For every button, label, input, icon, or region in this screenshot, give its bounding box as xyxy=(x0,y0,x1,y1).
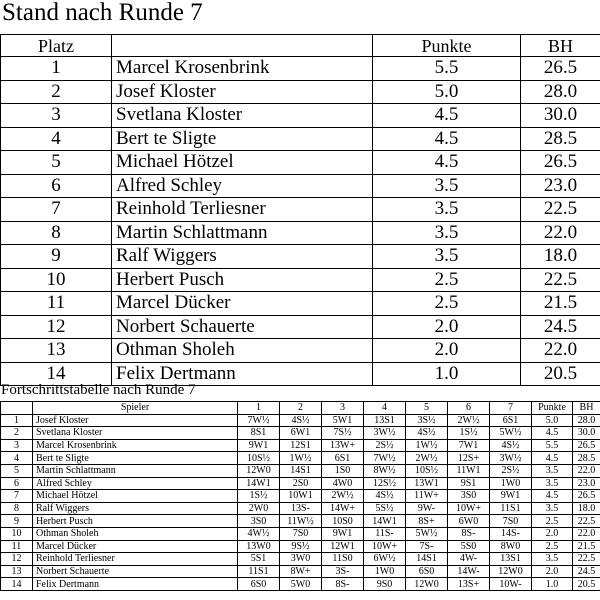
standings-row xyxy=(1,292,600,316)
round-result-cell: 1W½ xyxy=(280,452,322,465)
round-result-cell: 2S½ xyxy=(490,464,532,477)
round-result-cell: 12W0 xyxy=(490,565,532,578)
points-cell: 5.0 xyxy=(532,414,573,427)
bh-cell: 28.0 xyxy=(573,414,600,427)
round-result-cell: 8S+ xyxy=(406,515,448,528)
player-name-cell: Marcel Krosenbrink xyxy=(33,439,238,452)
player-name-cell: Michael Hötzel xyxy=(112,151,373,175)
progress-row xyxy=(1,565,600,578)
points-cell: 2.0 xyxy=(532,565,573,578)
number-cell: 8 xyxy=(1,502,33,515)
player-name-cell: Felix Dertmann xyxy=(112,362,373,386)
round-result-cell: 9W1 xyxy=(490,490,532,503)
bh-cell: 26.5 xyxy=(521,57,600,81)
points-cell: 4.5 xyxy=(532,490,573,503)
progress-row xyxy=(1,414,600,427)
header-points: Punkte xyxy=(373,35,521,57)
progress-row xyxy=(1,515,600,528)
bh-cell: 22.5 xyxy=(573,515,600,528)
bh-cell: 21.5 xyxy=(521,292,600,316)
bh-cell: 22.5 xyxy=(521,198,600,222)
player-name-cell: Ralf Wiggers xyxy=(112,245,373,269)
round-result-cell: 1S½ xyxy=(448,427,490,440)
bh-cell: 23.0 xyxy=(521,174,600,198)
number-cell: 11 xyxy=(1,540,33,553)
bh-cell: 23.0 xyxy=(573,477,600,490)
bh-cell: 20.5 xyxy=(521,362,600,386)
header-number xyxy=(1,402,33,415)
place-cell: 14 xyxy=(1,362,112,386)
player-name-cell: Othman Sholeh xyxy=(112,339,373,363)
progress-table xyxy=(0,401,600,591)
round-result-cell: 14S- xyxy=(490,527,532,540)
header-bh: BH xyxy=(521,35,600,57)
round-result-cell: 7S0 xyxy=(490,515,532,528)
round-result-cell: 10W- xyxy=(490,578,532,591)
player-name-cell: Marcel Krosenbrink xyxy=(112,57,373,81)
points-cell: 1.0 xyxy=(373,362,521,386)
round-result-cell: 13W+ xyxy=(322,439,364,452)
points-cell: 2.5 xyxy=(532,515,573,528)
bh-cell: 18.0 xyxy=(521,245,600,269)
round-result-cell: 11W½ xyxy=(280,515,322,528)
number-cell: 4 xyxy=(1,452,33,465)
place-cell: 7 xyxy=(1,198,112,222)
progress-row xyxy=(1,502,600,515)
points-cell: 3.5 xyxy=(532,464,573,477)
bh-cell: 22.5 xyxy=(573,553,600,566)
round-result-cell: 9W1 xyxy=(238,439,280,452)
player-name-cell: Bert te Sligte xyxy=(33,452,238,465)
round-result-cell: 5S1 xyxy=(238,553,280,566)
round-result-cell: 13S- xyxy=(280,502,322,515)
round-result-cell: 10S0 xyxy=(322,515,364,528)
round-result-cell: 7W½ xyxy=(238,414,280,427)
bh-cell: 28.0 xyxy=(521,80,600,104)
round-result-cell: 6S0 xyxy=(238,578,280,591)
round-result-cell: 6W0 xyxy=(448,515,490,528)
round-result-cell: 5W0 xyxy=(280,578,322,591)
points-cell: 3.5 xyxy=(532,502,573,515)
bh-cell: 26.5 xyxy=(573,439,600,452)
number-cell: 12 xyxy=(1,553,33,566)
round-result-cell: 6S0 xyxy=(406,565,448,578)
bh-cell: 22.0 xyxy=(521,221,600,245)
player-name-cell: Bert te Sligte xyxy=(112,127,373,151)
round-result-cell: 4S½ xyxy=(490,439,532,452)
points-cell: 1.0 xyxy=(532,578,573,591)
header-name xyxy=(112,35,373,57)
points-cell: 2.0 xyxy=(373,339,521,363)
round-result-cell: 5W1 xyxy=(322,414,364,427)
round-result-cell: 11S0 xyxy=(322,553,364,566)
points-cell: 2.5 xyxy=(373,268,521,292)
bh-cell: 26.5 xyxy=(521,151,600,175)
round-result-cell: 9W1 xyxy=(322,527,364,540)
round-result-cell: 13S1 xyxy=(490,553,532,566)
round-result-cell: 5W½ xyxy=(406,527,448,540)
points-cell: 3.5 xyxy=(532,477,573,490)
round-result-cell: 4S½ xyxy=(280,414,322,427)
bh-cell: 22.0 xyxy=(573,464,600,477)
round-result-cell: 10W+ xyxy=(448,502,490,515)
player-name-cell: Othman Sholeh xyxy=(33,527,238,540)
round-result-cell: 11S- xyxy=(364,527,406,540)
round-result-cell: 9S0 xyxy=(364,578,406,591)
player-name-cell: Marcel Dücker xyxy=(112,292,373,316)
player-name-cell: Martin Schlattmann xyxy=(33,464,238,477)
round-result-cell: 8W+ xyxy=(280,565,322,578)
points-cell: 4.5 xyxy=(373,104,521,128)
points-cell: 4.5 xyxy=(532,427,573,440)
place-cell: 10 xyxy=(1,268,112,292)
place-cell: 2 xyxy=(1,80,112,104)
round-result-cell: 2W0 xyxy=(238,502,280,515)
standings-row xyxy=(1,339,600,363)
player-name-cell: Reinhold Terliesner xyxy=(33,553,238,566)
player-name-cell: Svetlana Kloster xyxy=(112,104,373,128)
points-cell: 3.5 xyxy=(373,198,521,222)
round-result-cell: 8W½ xyxy=(364,464,406,477)
round-result-cell: 11S1 xyxy=(238,565,280,578)
round-result-cell: 4S½ xyxy=(364,490,406,503)
round-result-cell: 12S½ xyxy=(364,477,406,490)
points-cell: 4.5 xyxy=(373,127,521,151)
round-result-cell: 12S1 xyxy=(280,439,322,452)
round-result-cell: 6S1 xyxy=(322,452,364,465)
progress-row xyxy=(1,527,600,540)
number-cell: 1 xyxy=(1,414,33,427)
standings-row xyxy=(1,221,600,245)
round-result-cell: 3S0 xyxy=(238,515,280,528)
player-name-cell: Alfred Schley xyxy=(112,174,373,198)
points-cell: 2.5 xyxy=(532,540,573,553)
player-name-cell: Herbert Pusch xyxy=(33,515,238,528)
player-name-cell: Martin Schlattmann xyxy=(112,221,373,245)
header-points: Punkte xyxy=(532,402,573,415)
round-result-cell: 8W0 xyxy=(490,540,532,553)
progress-row xyxy=(1,427,600,440)
place-cell: 3 xyxy=(1,104,112,128)
standings-table xyxy=(0,34,600,386)
round-result-cell: 3W½ xyxy=(490,452,532,465)
round-result-cell: 3S0 xyxy=(448,490,490,503)
points-cell: 4.5 xyxy=(373,151,521,175)
place-cell: 11 xyxy=(1,292,112,316)
standings-row xyxy=(1,245,600,269)
player-name-cell: Norbert Schauerte xyxy=(33,565,238,578)
number-cell: 10 xyxy=(1,527,33,540)
progress-row xyxy=(1,477,600,490)
standings-row xyxy=(1,80,600,104)
progress-row xyxy=(1,439,600,452)
round-result-cell: 13W0 xyxy=(238,540,280,553)
standings-title: Stand nach Runde 7 xyxy=(2,0,203,26)
progress-title: Fortschrittstabelle nach Runde 7 xyxy=(1,382,196,398)
bh-cell: 21.5 xyxy=(573,540,600,553)
round-result-cell: 9W- xyxy=(406,502,448,515)
round-result-cell: 14W1 xyxy=(238,477,280,490)
standings-row xyxy=(1,198,600,222)
number-cell: 14 xyxy=(1,578,33,591)
round-result-cell: 7S0 xyxy=(280,527,322,540)
round-result-cell: 8S1 xyxy=(238,427,280,440)
number-cell: 9 xyxy=(1,515,33,528)
points-cell: 2.0 xyxy=(373,315,521,339)
points-cell: 5.5 xyxy=(532,439,573,452)
round-result-cell: 7S- xyxy=(406,540,448,553)
round-result-cell: 9S1 xyxy=(448,477,490,490)
round-result-cell: 7S½ xyxy=(322,427,364,440)
progress-row xyxy=(1,578,600,591)
round-result-cell: 12W1 xyxy=(322,540,364,553)
bh-cell: 24.5 xyxy=(573,565,600,578)
progress-row xyxy=(1,553,600,566)
place-cell: 4 xyxy=(1,127,112,151)
round-result-cell: 1W0 xyxy=(364,565,406,578)
number-cell: 2 xyxy=(1,427,33,440)
points-cell: 5.0 xyxy=(373,80,521,104)
round-result-cell: 12W0 xyxy=(406,578,448,591)
round-result-cell: 1S½ xyxy=(238,490,280,503)
header-place: Platz xyxy=(1,35,112,57)
standings-row xyxy=(1,104,600,128)
round-result-cell: 8S- xyxy=(322,578,364,591)
player-name-cell: Norbert Schauerte xyxy=(112,315,373,339)
place-cell: 6 xyxy=(1,174,112,198)
place-cell: 5 xyxy=(1,151,112,175)
progress-header-row xyxy=(1,402,600,415)
round-result-cell: 5S½ xyxy=(364,502,406,515)
place-cell: 8 xyxy=(1,221,112,245)
player-name-cell: Reinhold Terliesner xyxy=(112,198,373,222)
bh-cell: 28.5 xyxy=(521,127,600,151)
round-result-cell: 4W½ xyxy=(238,527,280,540)
round-result-cell: 11S1 xyxy=(490,502,532,515)
bh-cell: 30.0 xyxy=(521,104,600,128)
round-result-cell: 1W½ xyxy=(406,439,448,452)
player-name-cell: Josef Kloster xyxy=(112,80,373,104)
points-cell: 3.5 xyxy=(373,221,521,245)
round-result-cell: 3S- xyxy=(322,565,364,578)
player-name-cell: Svetlana Kloster xyxy=(33,427,238,440)
header-player: Spieler xyxy=(33,402,238,415)
header-round-5: 5 xyxy=(406,402,448,415)
round-result-cell: 14S1 xyxy=(406,553,448,566)
standings-row xyxy=(1,151,600,175)
header-bh: BH xyxy=(573,402,600,415)
points-cell: 2.0 xyxy=(532,527,573,540)
standings-row xyxy=(1,57,600,81)
round-result-cell: 3S½ xyxy=(406,414,448,427)
round-result-cell: 2W½ xyxy=(406,452,448,465)
round-result-cell: 9S½ xyxy=(280,540,322,553)
number-cell: 3 xyxy=(1,439,33,452)
round-result-cell: 2W½ xyxy=(448,414,490,427)
round-result-cell: 12S+ xyxy=(448,452,490,465)
bh-cell: 20.5 xyxy=(573,578,600,591)
progress-row xyxy=(1,464,600,477)
player-name-cell: Marcel Dücker xyxy=(33,540,238,553)
round-result-cell: 13W1 xyxy=(406,477,448,490)
number-cell: 7 xyxy=(1,490,33,503)
player-name-cell: Alfred Schley xyxy=(33,477,238,490)
place-cell: 9 xyxy=(1,245,112,269)
standings-row xyxy=(1,315,600,339)
round-result-cell: 12W0 xyxy=(238,464,280,477)
round-result-cell: 2S0 xyxy=(280,477,322,490)
player-name-cell: Ralf Wiggers xyxy=(33,502,238,515)
points-cell: 3.5 xyxy=(532,553,573,566)
header-round-6: 6 xyxy=(448,402,490,415)
player-name-cell: Felix Dertmann xyxy=(33,578,238,591)
standings-row xyxy=(1,174,600,198)
round-result-cell: 11W+ xyxy=(406,490,448,503)
bh-cell: 22.5 xyxy=(521,268,600,292)
round-result-cell: 14W1 xyxy=(364,515,406,528)
number-cell: 6 xyxy=(1,477,33,490)
points-cell: 5.5 xyxy=(373,57,521,81)
player-name-cell: Josef Kloster xyxy=(33,414,238,427)
player-name-cell: Herbert Pusch xyxy=(112,268,373,292)
round-result-cell: 14S1 xyxy=(280,464,322,477)
round-result-cell: 7W1 xyxy=(448,439,490,452)
bh-cell: 26.5 xyxy=(573,490,600,503)
bh-cell: 22.0 xyxy=(573,527,600,540)
round-result-cell: 5S0 xyxy=(448,540,490,553)
progress-row xyxy=(1,452,600,465)
round-result-cell: 6W1 xyxy=(280,427,322,440)
bh-cell: 28.5 xyxy=(573,452,600,465)
header-round-3: 3 xyxy=(322,402,364,415)
number-cell: 13 xyxy=(1,565,33,578)
number-cell: 5 xyxy=(1,464,33,477)
place-cell: 1 xyxy=(1,57,112,81)
header-round-7: 7 xyxy=(490,402,532,415)
points-cell: 3.5 xyxy=(373,245,521,269)
round-result-cell: 4W- xyxy=(448,553,490,566)
round-result-cell: 10W+ xyxy=(364,540,406,553)
points-cell: 4.5 xyxy=(532,452,573,465)
round-result-cell: 2W½ xyxy=(322,490,364,503)
round-result-cell: 13S+ xyxy=(448,578,490,591)
standings-row xyxy=(1,268,600,292)
round-result-cell: 7W½ xyxy=(364,452,406,465)
standings-header-row xyxy=(1,35,600,57)
round-result-cell: 13S1 xyxy=(364,414,406,427)
round-result-cell: 6S1 xyxy=(490,414,532,427)
place-cell: 12 xyxy=(1,315,112,339)
place-cell: 13 xyxy=(1,339,112,363)
bh-cell: 24.5 xyxy=(521,315,600,339)
round-result-cell: 4W0 xyxy=(322,477,364,490)
header-round-4: 4 xyxy=(364,402,406,415)
bh-cell: 22.0 xyxy=(521,339,600,363)
round-result-cell: 11W1 xyxy=(448,464,490,477)
round-result-cell: 2S½ xyxy=(364,439,406,452)
round-result-cell: 3W0 xyxy=(280,553,322,566)
round-result-cell: 10S½ xyxy=(238,452,280,465)
bh-cell: 18.0 xyxy=(573,502,600,515)
round-result-cell: 1S0 xyxy=(322,464,364,477)
round-result-cell: 14W- xyxy=(448,565,490,578)
player-name-cell: Michael Hötzel xyxy=(33,490,238,503)
bh-cell: 30.0 xyxy=(573,427,600,440)
round-result-cell: 4S½ xyxy=(406,427,448,440)
round-result-cell: 1W0 xyxy=(490,477,532,490)
progress-row xyxy=(1,540,600,553)
round-result-cell: 6W½ xyxy=(364,553,406,566)
points-cell: 3.5 xyxy=(373,174,521,198)
round-result-cell: 10W1 xyxy=(280,490,322,503)
header-round-2: 2 xyxy=(280,402,322,415)
round-result-cell: 5W½ xyxy=(490,427,532,440)
round-result-cell: 3W½ xyxy=(364,427,406,440)
round-result-cell: 14W+ xyxy=(322,502,364,515)
points-cell: 2.5 xyxy=(373,292,521,316)
standings-row xyxy=(1,127,600,151)
progress-row xyxy=(1,490,600,503)
header-round-1: 1 xyxy=(238,402,280,415)
round-result-cell: 10S½ xyxy=(406,464,448,477)
round-result-cell: 8S- xyxy=(448,527,490,540)
